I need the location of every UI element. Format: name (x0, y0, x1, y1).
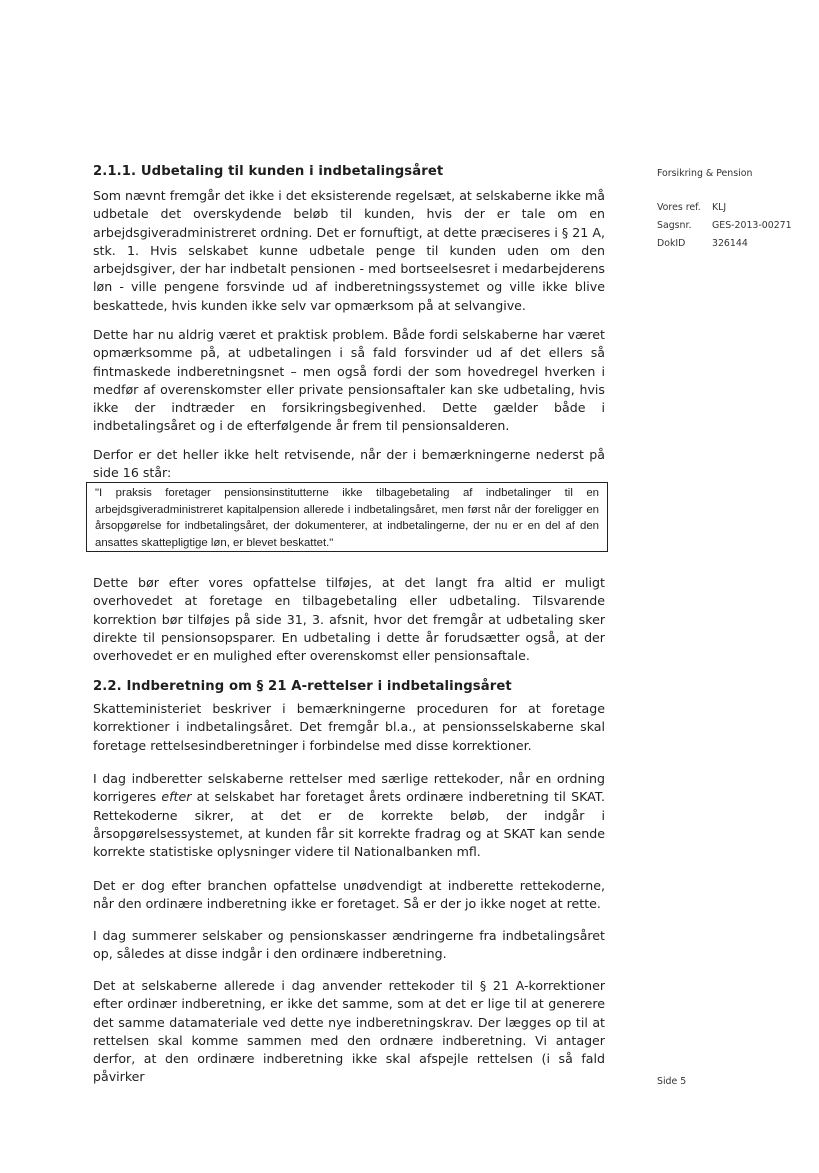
quote-box (86, 482, 608, 552)
meta-value: 326144 (712, 238, 748, 249)
paragraph: Dette bør efter vores opfattelse tilføjes, at det langt fra altid er muligt overhovedet at foretage en tilbagebetaling eller udbetaling. Tilsvarende korrektion bør tilføjes på side 31, 3. afsnit, hvor det fremgår at udbetaling sker direkte til pensionsopsparer. En udbetaling i dette år forudsætter også, at der overhovedet er en mulighed efter overenskomst eller pensionsaftale. (93, 575, 605, 664)
page-number: Side 5 (657, 1076, 687, 1087)
paragraph: Som nævnt fremgår det ikke i det eksisterende regelsæt, at selskaberne ikke må udbetale det overskydende beløb til kunden, hvis der er tale om en arbejdsgiveradministreret ordning. Det er fornuftigt, at dette præciseres i § 21 A, stk. 1. Hvis selskabet kunne udbetale penge til kunden uden om den arbejdsgiver, der har indbetalt pensionen - med bortseelsesret i medarbejderens løn - ville pengene forsvinde ud af indberetningssystemet og ville ikke blive beskattede, hvis kunden ikke selv var opmærksom på at selvangive. (93, 188, 605, 313)
quote-text: "I praksis foretager pensionsinstitutterne ikke tilbagebetaling af indbetalinger til en arbejdsgiveradministreret kapitalpension allerede i indbetalingsåret, men først når der foreligger en årsopgørelse for indbetalingsåret, der dokumenterer, at indbetalingerne, der nu er en del af den ansattes skattepligtige løn, er blevet beskattet." (95, 487, 599, 549)
paragraph-text: at selskabet har foretaget årets ordinære indberetning til SKAT. Rettekoderne sikrer, at det er de korrekte beløb, der indgår i årsopgørelsessystemet, at kunden får sit korrekte fradrag og at SKAT kan sende korrekte statistiske oplysninger videre til Nationalbanken mfl. (93, 789, 605, 860)
paragraph: Skatteministeriet beskriver i bemærkningerne proceduren for at foretage korrektioner i indbetalingsåret. Det fremgår bl.a., at pensionsselskaberne skal foretage rettelsesindberetninger i forbindelse med disse korrektioner. (93, 701, 605, 753)
paragraph: Dette har nu aldrig været et praktisk problem. Både fordi selskaberne har været opmærksomme på, at udbetalingen i så fald forsvinder ud af det ellers så fintmaskede indberetningsnet – men også fordi der som hovedregel hverken i medfør af overenskomster eller private pensionsaftaler kan ske udbetaling, hvis ikke der indtræder en forsikringsbegivenhed. Dette gælder både i indbetalingsåret og i de efterfølgende år frem til pensionsalderen. (93, 327, 605, 434)
emphasis-text: efter (161, 789, 192, 805)
organization-name: Forsikring & Pension (657, 168, 753, 179)
meta-row-case (657, 220, 792, 231)
paragraph-text: I dag indberetter selskaberne rettelser med særlige rettekoder, når en ordning korrigeres (93, 771, 605, 805)
meta-row-ref (657, 202, 726, 213)
meta-value: KLJ (712, 202, 727, 213)
paragraph: Det at selskaberne allerede i dag anvender rettekoder til § 21 A-korrektioner efter ordinær indberetning, er ikke det samme, som at det er lige til at generere det samme datamateriale ved dette nye indberetningskrav. Der lægges op til at rettelsen skal komme sammen med den ordnære indberetning. Vi antager derfor, at den ordinære indberetning ikke skal afspejle rettelsen (i så fald påvirker (93, 978, 605, 1085)
paragraph: Det er dog efter branchen opfattelse unødvendigt at indberette rettekoderne, når den ordinære indberetning ikke er foretaget. Så er der jo ikke noget at rette. (93, 878, 605, 912)
meta-label: Vores ref. (657, 202, 701, 213)
paragraph: I dag summerer selskaber og pensionskasser ændringerne fra indbetalingsåret op, således at disse indgår i den ordinære indberetning. (93, 928, 605, 962)
meta-label: DokID (657, 238, 686, 249)
section-heading-2-2: 2.2. Indberetning om § 21 A-rettelser i indbetalingsåret (93, 679, 512, 694)
meta-label: Sagsnr. (657, 220, 692, 231)
paragraph (93, 770, 605, 861)
section-heading-2-1-1: 2.1.1. Udbetaling til kunden i indbetalingsåret (93, 164, 444, 179)
meta-row-docid (657, 238, 748, 249)
meta-value: GES-2013-00271 (712, 220, 792, 231)
paragraph: Derfor er det heller ikke helt retvisende, når der i bemærkningerne nederst på side 16 står: (93, 447, 605, 481)
